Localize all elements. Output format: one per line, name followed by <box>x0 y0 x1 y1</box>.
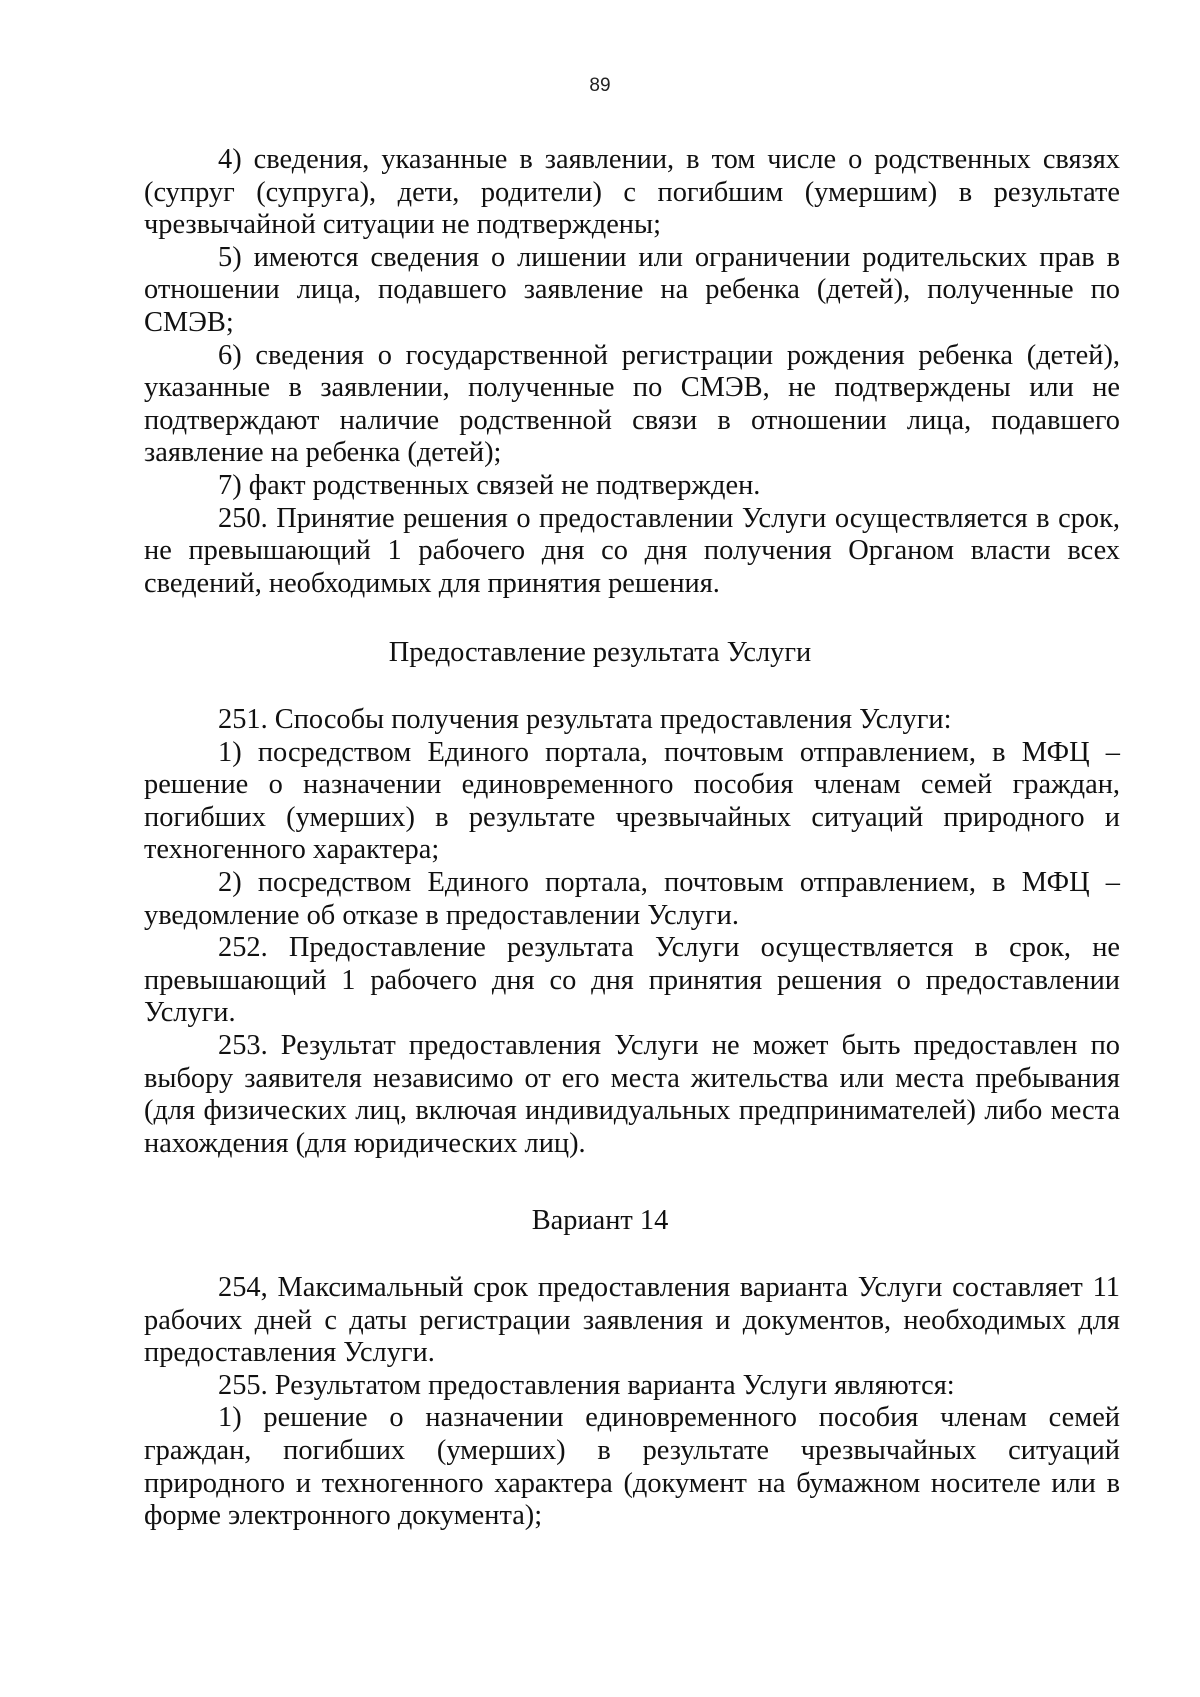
paragraph-251-item-2: 2) посредством Единого портала, почтовым отправлением, в МФЦ – уведомление об отказе в предоставлении Услуги. <box>144 866 1120 931</box>
paragraph-252: 252. Предоставление результата Услуги осуществляется в срок, не превышающий 1 рабочего дня со дня принятия решения о предоставлении Услуги. <box>144 932 1120 1029</box>
paragraph-251-item-1: 1) посредством Единого портала, почтовым отправлением, в МФЦ – решение о назначении единовременного пособия членам семей граждан, погибших (умерших) в результате чрезвычайных ситуаций природного и техногенного характера; <box>144 736 1120 866</box>
paragraph-253: 253. Результат предоставления Услуги не может быть предоставлен по выбору заявителя независимо от его места жительства или места пребывания (для физических лиц, включая индивидуальных предпринимателей) либо места нахождения (для юридических лиц). <box>144 1029 1120 1159</box>
text-block-variant-14 <box>144 1272 1120 1533</box>
paragraph-item-6: 6) сведения о государственной регистрации рождения ребенка (детей), указанные в заявлении, полученные по СМЭВ, не подтверждены или не подтверждают наличие родственной связи в отношении лица, подавшего заявление на ребенка (детей); <box>144 339 1120 469</box>
paragraph-255-item-1: 1) решение о назначении единовременного пособия членам семей граждан, погибших (умерших) в результате чрезвычайных ситуаций природного и техногенного характера (документ на бумажном носителе или в форме электронного документа); <box>144 1402 1120 1532</box>
section-heading-variant-14: Вариант 14 <box>531 1205 669 1236</box>
page-number: 89 <box>589 75 611 96</box>
paragraph-251: 251. Способы получения результата предоставления Услуги: <box>218 704 952 735</box>
paragraph-250: 250. Принятие решения о предоставлении Услуги осуществляется в срок, не превышающий 1 рабочего дня со дня получения Органом власти всех сведений, необходимых для принятия решения. <box>144 502 1120 599</box>
paragraph-254: 254, Максимальный срок предоставления варианта Услуги составляет 11 рабочих дней с даты регистрации заявления и документов, необходимых для предоставления Услуги. <box>144 1272 1120 1369</box>
section-heading-result: Предоставление результата Услуги <box>388 637 812 668</box>
paragraph-item-7: 7) факт родственных связей не подтвержден. <box>218 469 761 501</box>
paragraph-item-4: 4) сведения, указанные в заявлении, в том числе о родственных связях (супруг (супруга), дети, родители) с погибшим (умершим) в результате чрезвычайной ситуации не подтверждены; <box>144 144 1120 241</box>
text-block-result-delivery <box>144 704 1120 1160</box>
text-block-refusal-grounds <box>144 144 1120 600</box>
paragraph-255: 255. Результатом предоставления варианта Услуги являются: <box>218 1369 955 1401</box>
paragraph-item-5: 5) имеются сведения о лишении или ограничении родительских прав в отношении лица, подавшего заявление на ребенка (детей), полученные по СМЭВ; <box>144 241 1120 338</box>
